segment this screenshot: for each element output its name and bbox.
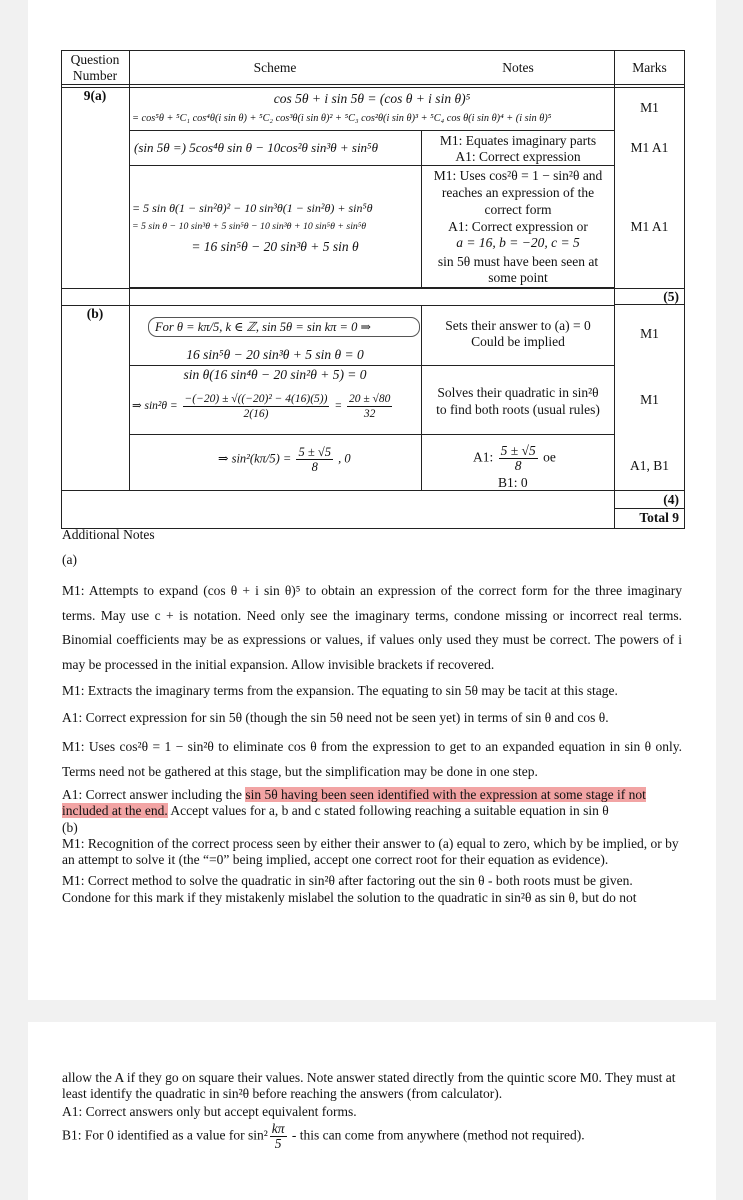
part-a-note-3a: M1: Equates imaginary parts [439,133,597,148]
part-b-note-1b: Could be implied [471,334,565,349]
part-a-note-4g: some point [488,270,548,285]
part-a-mark-4: M1 A1 [630,219,669,234]
part-b-row-3-num: −(−20) ± √((−20)² − 4(16)(5)) [184,393,328,405]
part-a-mark-3: M1 A1 [630,140,669,155]
page-1 [28,0,716,1000]
part-b-row-1: For θ = kπ/5, k ∈ ℤ, sin 5θ = sin kπ = 0 ⇒ [148,317,420,337]
part-b-row-3-num2: 20 ± √80 [348,393,391,405]
part-b-note-4b: B1: 0 [498,475,528,490]
additional-p2: M1: Extracts the imaginary terms from the expansion. The equating to sin 5θ may be tacit at this stage. [62,683,618,698]
additional-p10 [62,1122,682,1151]
part-a-row-4b: = 5 sin θ − 10 sin³θ + 5 sin⁵θ − 10 sin³θ + 10 sin⁵θ + sin⁵θ [132,221,367,232]
part-a-note-4a: M1: Uses cos²θ = 1 − sin²θ and [433,168,603,183]
part-b-note-3a: Solves their quadratic in sin²θ [437,385,599,400]
part-a-mark-1: M1 [640,100,659,115]
additional-b-label: (b) [62,820,78,835]
additional-p5-post: Accept values for a, b and c stated following reaching a suitable equation in sin θ [167,802,609,818]
header-notes: Notes [502,60,534,75]
additional-a-label: (a) [62,552,77,567]
header-marks: Marks [632,60,667,75]
part-a-note-4d: A1: Correct expression or [448,219,588,234]
part-a-row-2: = cos⁵θ + ⁵C₁ cos⁴θ(i sin θ) + ⁵C₂ cos³θ(i sin θ)² + ⁵C₃ cos²θ(i sin θ)³ + ⁵C₄ cos θ(i sin θ)⁴ + (i sin θ)⁵ [132,113,552,124]
additional-p4: M1: Uses cos²θ = 1 − sin²θ to eliminate cos θ from the expression to get to an expanded equation in sin θ only. Terms need not be gathered at this stage, but the simplification may be done in one step. [62,739,682,779]
part-b-row-3-lhs: ⇒ sin²θ = [132,400,178,413]
part-b-row-4-zero: , 0 [338,451,351,466]
part-b-note-1a: Sets their answer to (a) = 0 [445,318,591,333]
additional-p10-pre: B1: For 0 identified as a value for sin² [62,1127,268,1143]
additional-p7: M1: Correct method to solve the quadratic in sin²θ after factoring out the sin θ - both roots must be given. Condone for this mark if they mistakenly mislabel the solution to the quadratic in sin²θ as sin θ, but do not [62,873,637,905]
part-a-note-4f: sin 5θ must have been seen at [437,254,599,269]
part-b-row-3-den: 2(16) [243,408,269,420]
part-b-mark-3: M1 [640,392,659,407]
total-marks: Total 9 [639,510,679,525]
additional-p10-den: 5 [274,1136,282,1151]
part-b-row-4-den: 8 [311,460,318,474]
part-b-mark-1: M1 [640,326,659,341]
part-a-note-4c: correct form [484,202,552,217]
part-b-note-3b: to find both roots (usual rules) [436,402,600,417]
part-a-row-1: cos 5θ + i sin 5θ = (cos θ + i sin θ)⁵ [273,91,471,106]
page-2 [28,1022,716,1200]
additional-p8: allow the A if they go on square their values. Note answer stated directly from the quintic score M0. They must at least identify the quadratic in sin²θ before reaching the answers (from calculator). [62,1070,676,1101]
part-a-note-4e: a = 16, b = −20, c = 5 [456,235,580,250]
additional-p5 [62,787,682,818]
additional-p10-post: - this can come from anywhere (method not required). [288,1127,585,1143]
part-b-note-4-den: 8 [514,458,522,473]
part-b-row-3: ⇒ sin²θ = $\frac{\text{−(−20) ± √((−20)² − 4(16)(5))}}{2(16)}$ = $\frac{20 \pm √80}{32}$ [132,393,391,420]
part-a-note-3b: A1: Correct expression [455,149,581,164]
part-b-subtotal: (4) [663,492,679,507]
part-b-row-3-den2: 32 [363,408,376,420]
header-question: Question Number [70,52,120,83]
additional-p9: A1: Correct answers only but accept equivalent forms. [62,1104,357,1119]
part-b-note-4 [473,444,613,473]
part-b-row-4 [218,445,418,474]
part-b-row-4-lhs: ⇒ sin²(kπ/5) = [218,451,292,466]
part-b-row-2a: 16 sin⁵θ − 20 sin³θ + 5 sin θ = 0 [186,347,364,362]
part-a-note-4b: reaches an expression of the [441,185,595,200]
part-a-subtotal: (5) [663,289,679,304]
additional-p6: M1: Recognition of the correct process seen by either their answer to (a) equal to zero, which by be implied, or by an attempt to solve it (the “=0” being implied, accept one correct root for their equation as evidence). [62,836,679,867]
part-a-row-4a: = 5 sin θ(1 − sin²θ)² − 10 sin³θ(1 − sin²θ) + sin⁵θ [132,201,373,215]
part-b-mark-4: A1, B1 [629,458,669,473]
part-b-note-4-num: 5 ± √5 [500,443,536,458]
part-a-row-4c: = 16 sin⁵θ − 20 sin³θ + 5 sin θ [191,239,359,254]
additional-notes-heading: Additional Notes [62,527,155,542]
part-b-label: (b) [86,306,104,321]
additional-p1: M1: Attempts to expand (cos θ + i sin θ)⁵ to obtain an expression of the correct form for the three imaginary terms. May use c + is notation. Need only see the imaginary terms, condone missing or incorrect real terms. Binomial coefficients may be as expressions or values, if values only used they must be correct. The powers of i may be processed in the initial expansion. Allow invisible brackets if recovered. [62,583,682,672]
highlighted-text: sin 5θ having been seen identified with the expression at some stage if not included at the end. [62,787,646,818]
additional-p3: A1: Correct expression for sin 5θ (though the sin 5θ need not be seen yet) in terms of sin θ and cos θ. [62,710,609,725]
additional-p5-pre: A1: Correct answer including the [62,787,246,802]
part-b-note-4-oe: oe [543,449,556,465]
part-b-row-2b: sin θ(16 sin⁴θ − 20 sin²θ + 5) = 0 [183,367,367,382]
part-b-note-4-label: A1: [473,449,494,465]
additional-p10-num: kπ [271,1121,285,1136]
header-scheme: Scheme [253,60,297,75]
part-a-label: 9(a) [83,88,107,103]
part-a-row-3: (sin 5θ =) 5cos⁴θ sin θ − 10cos²θ sin³θ + sin⁵θ [134,140,378,155]
part-b-row-4-num: 5 ± √5 [298,445,331,459]
